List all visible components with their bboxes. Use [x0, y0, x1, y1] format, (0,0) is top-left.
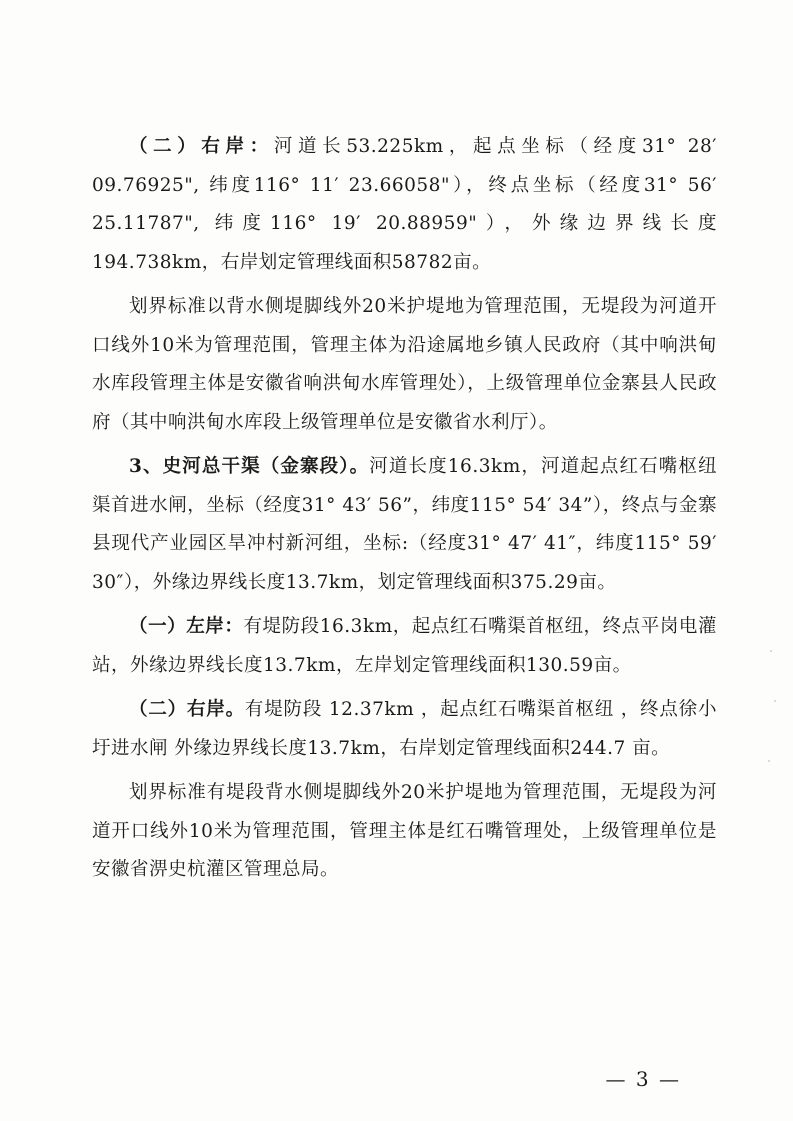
paragraph-text: 有堤防段 12.37km ，起点红石嘴渠首枢纽 ，终点徐小圩进水闸 外缘边界线长度13.7km，右岸划定管理线面积244.7 亩。 — [92, 699, 717, 759]
page-number: — 3 — — [605, 1067, 681, 1091]
paragraph-text: 河道长53.225km，起点坐标（经度31° 28′ 09.76925", 纬度116° 11′ 23.66058"），终点坐标（经度31° 56′ 25.11787", 纬度116° 19′ 20.88959"），外缘边界线长度194.738km，右岸划定管理线面积58782亩。 — [92, 136, 717, 273]
scan-artifact — [770, 650, 772, 652]
paragraph-text: 划界标准有堤段背水侧堤脚线外20米护堤地为管理范围，无堤段为河道开口线外10米为管理范围，管理主体是红石嘴管理处，上级管理单位是安徽省淠史杭灌区管理总局。 — [92, 782, 717, 880]
paragraph-demarcation-standard-2 — [92, 774, 717, 890]
document-body — [92, 128, 717, 890]
scan-artifact — [768, 760, 770, 762]
section-heading: （一）左岸： — [129, 616, 244, 637]
paragraph-shihe-canal — [92, 448, 717, 602]
paragraph-text: 有堤防段16.3km，起点红石嘴渠首枢纽，终点平岗电灌站，外缘边界线长度13.7km，左岸划定管理线面积130.59亩。 — [92, 616, 717, 676]
paragraph-right-bank-2 — [92, 691, 717, 768]
section-heading: （二）右岸。 — [129, 699, 245, 720]
paragraph-demarcation-standard-1 — [92, 288, 717, 442]
paragraph-right-bank-1 — [92, 128, 717, 282]
scan-artifact — [774, 700, 776, 702]
section-heading: （二）右岸： — [129, 136, 274, 157]
section-heading: 3、史河总干渠（金寨段）。 — [129, 456, 370, 477]
paragraph-left-bank — [92, 608, 717, 685]
paragraph-text: 河道长度16.3km，河道起点红石嘴枢纽渠首进水闸，坐标（经度31° 43′ 56”，纬度115° 54′ 34”），终点与金寨县现代产业园区旱冲村新河组，坐标:（经度31° 47′ 41″，纬度115° 59′ 30″），外缘边界线长度13.7km，划定管理线面积375.29亩。 — [92, 456, 718, 593]
paragraph-text: 划界标准以背水侧堤脚线外20米护堤地为管理范围，无堤段为河道开口线外10米为管理范围，管理主体为沿途属地乡镇人民政府（其中响洪甸水库段管理主体是安徽省响洪甸水库管理处），上级管理单位金寨县人民政府（其中响洪甸水库段上级管理单位是安徽省水利厅）。 — [92, 296, 717, 433]
